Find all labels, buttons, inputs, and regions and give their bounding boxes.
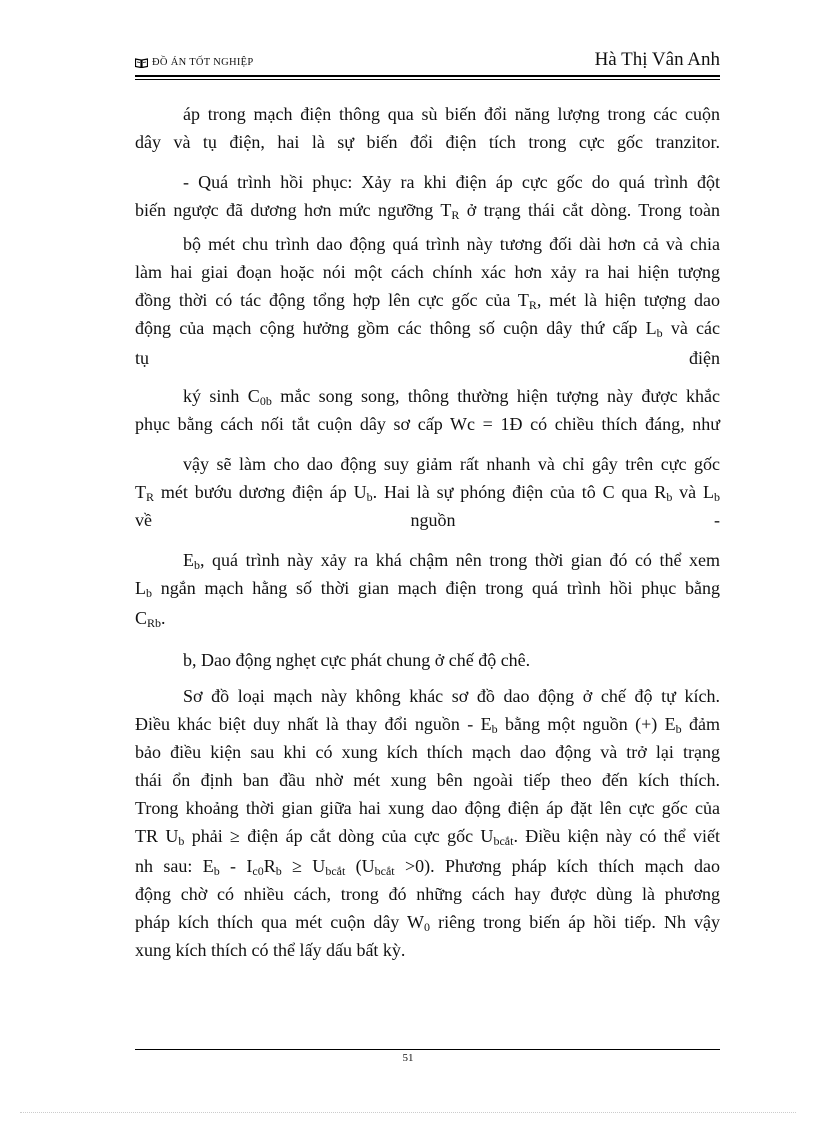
text-line: động của mạch cộng hưởng gồm các thông số cuộn dây thứ cấp $L_b$ và các xyxy=(135,318,720,340)
text-line: đồng thời có tác động tổng hợp lên cực gốc của $T_R$, mét là hiện tượng dao xyxy=(135,290,720,312)
header-rule-thin xyxy=(135,79,720,80)
text-line: $C_{Rb}$. xyxy=(135,608,166,630)
text-line: về nguồn - xyxy=(135,510,720,530)
header-left-text: ĐỒ ÁN TỐT NGHIỆP xyxy=(152,57,254,68)
header-title-group xyxy=(135,57,254,68)
text-line: biến ngược đã dương hơn mức ngưỡng $T_R$ ở trạng thái cắt dòng. Trong toàn xyxy=(135,200,720,222)
text-line: $L_b$ ngắn mạch hằng số thời gian mạch điện trong quá trình hồi phục bằng xyxy=(135,578,720,600)
text-line: bộ mét chu trình dao động quá trình này tương đối dài hơn cả và chia xyxy=(183,234,720,254)
page-header xyxy=(135,46,720,74)
text-line: Điều khác biệt duy nhất là thay đổi nguồn - $E_b$ bằng một nguồn (+) $E_b$ đảm xyxy=(135,714,720,736)
text-line: - Quá trình hồi phục: Xảy ra khi điện áp cực gốc do quá trình đột xyxy=(183,172,720,192)
footer-rule xyxy=(135,1049,720,1050)
text-line: TR $U_b$ phải ≥ điện áp cắt dòng của cực gốc $U_{bcắt}$. Điều kiện này có thể viết xyxy=(135,826,721,848)
header-author: Hà Thị Vân Anh xyxy=(594,49,720,70)
page-bottom-border xyxy=(20,1112,796,1113)
text-line: pháp kích thích qua mét cuộn dây $W_0$ riêng trong biến áp hồi tiếp. Nh vậy xyxy=(135,912,720,934)
text-line: Trong khoảng thời gian giữa hai xung dao động điện áp đặt lên cực gốc của xyxy=(135,798,720,818)
text-line: thái ổn định ban đầu nhờ mét xung bên ngoài tiếp theo đến kích thích. xyxy=(135,770,720,790)
text-line: xung kích thích có thể lấy dấu bất kỳ. xyxy=(135,940,406,960)
text-line: áp trong mạch điện thông qua sù biến đổi năng lượng trong các cuộn xyxy=(183,104,720,124)
text-line: dây và tụ điện, hai là sự biến đổi điện tích trong cực gốc tranzitor. xyxy=(135,132,720,152)
header-rule xyxy=(135,75,720,77)
book-icon xyxy=(135,58,148,68)
text-line: nh sau: $E_b - I_{c0}R_b \ge U_{bcắt}$ $(U_{bcắt} >0)$. Phương pháp kích thích mạch dao xyxy=(135,856,720,878)
text-line: bảo điều kiện sau khi có xung kích thích mạch dao động và trở lại trạng xyxy=(135,742,720,762)
text-line: ký $\sinh C_{0b}$ mắc song song, thông thường hiện tượng này được khắc xyxy=(183,386,721,408)
text-line: $E_b$, quá trình này xảy ra khá chậm nên trong thời gian đó có thể xem xyxy=(183,550,720,572)
text-line: động chờ có nhiều cách, trong đó những cách hay được dùng là phương xyxy=(135,884,720,904)
text-line: Sơ đồ loại mạch này không khác sơ đồ dao động ở chế độ tự kích. xyxy=(183,686,720,706)
text-line: làm hai giai đoạn hoặc nói một cách chính xác hơn xảy ra hai hiện tượng xyxy=(135,262,720,282)
text-line: phục bằng cách nối tắt cuộn dây sơ cấp Wc = 1Đ có chiều thích đáng, như xyxy=(135,414,720,434)
page-number: 51 xyxy=(402,1052,414,1064)
text-line: tụ điện xyxy=(135,348,720,368)
text-line: b, Dao động nghẹt cực phát chung ở chế độ chê. xyxy=(183,650,531,670)
text-line: $T_R$ mét bướu dương điện áp $U_b$. Hai là sự phóng điện của tô C qua $R_b$ và $L_b$ xyxy=(135,482,720,504)
text-line: vậy sẽ làm cho dao động suy giảm rất nhanh và chỉ gây trên cực gốc xyxy=(183,454,720,474)
